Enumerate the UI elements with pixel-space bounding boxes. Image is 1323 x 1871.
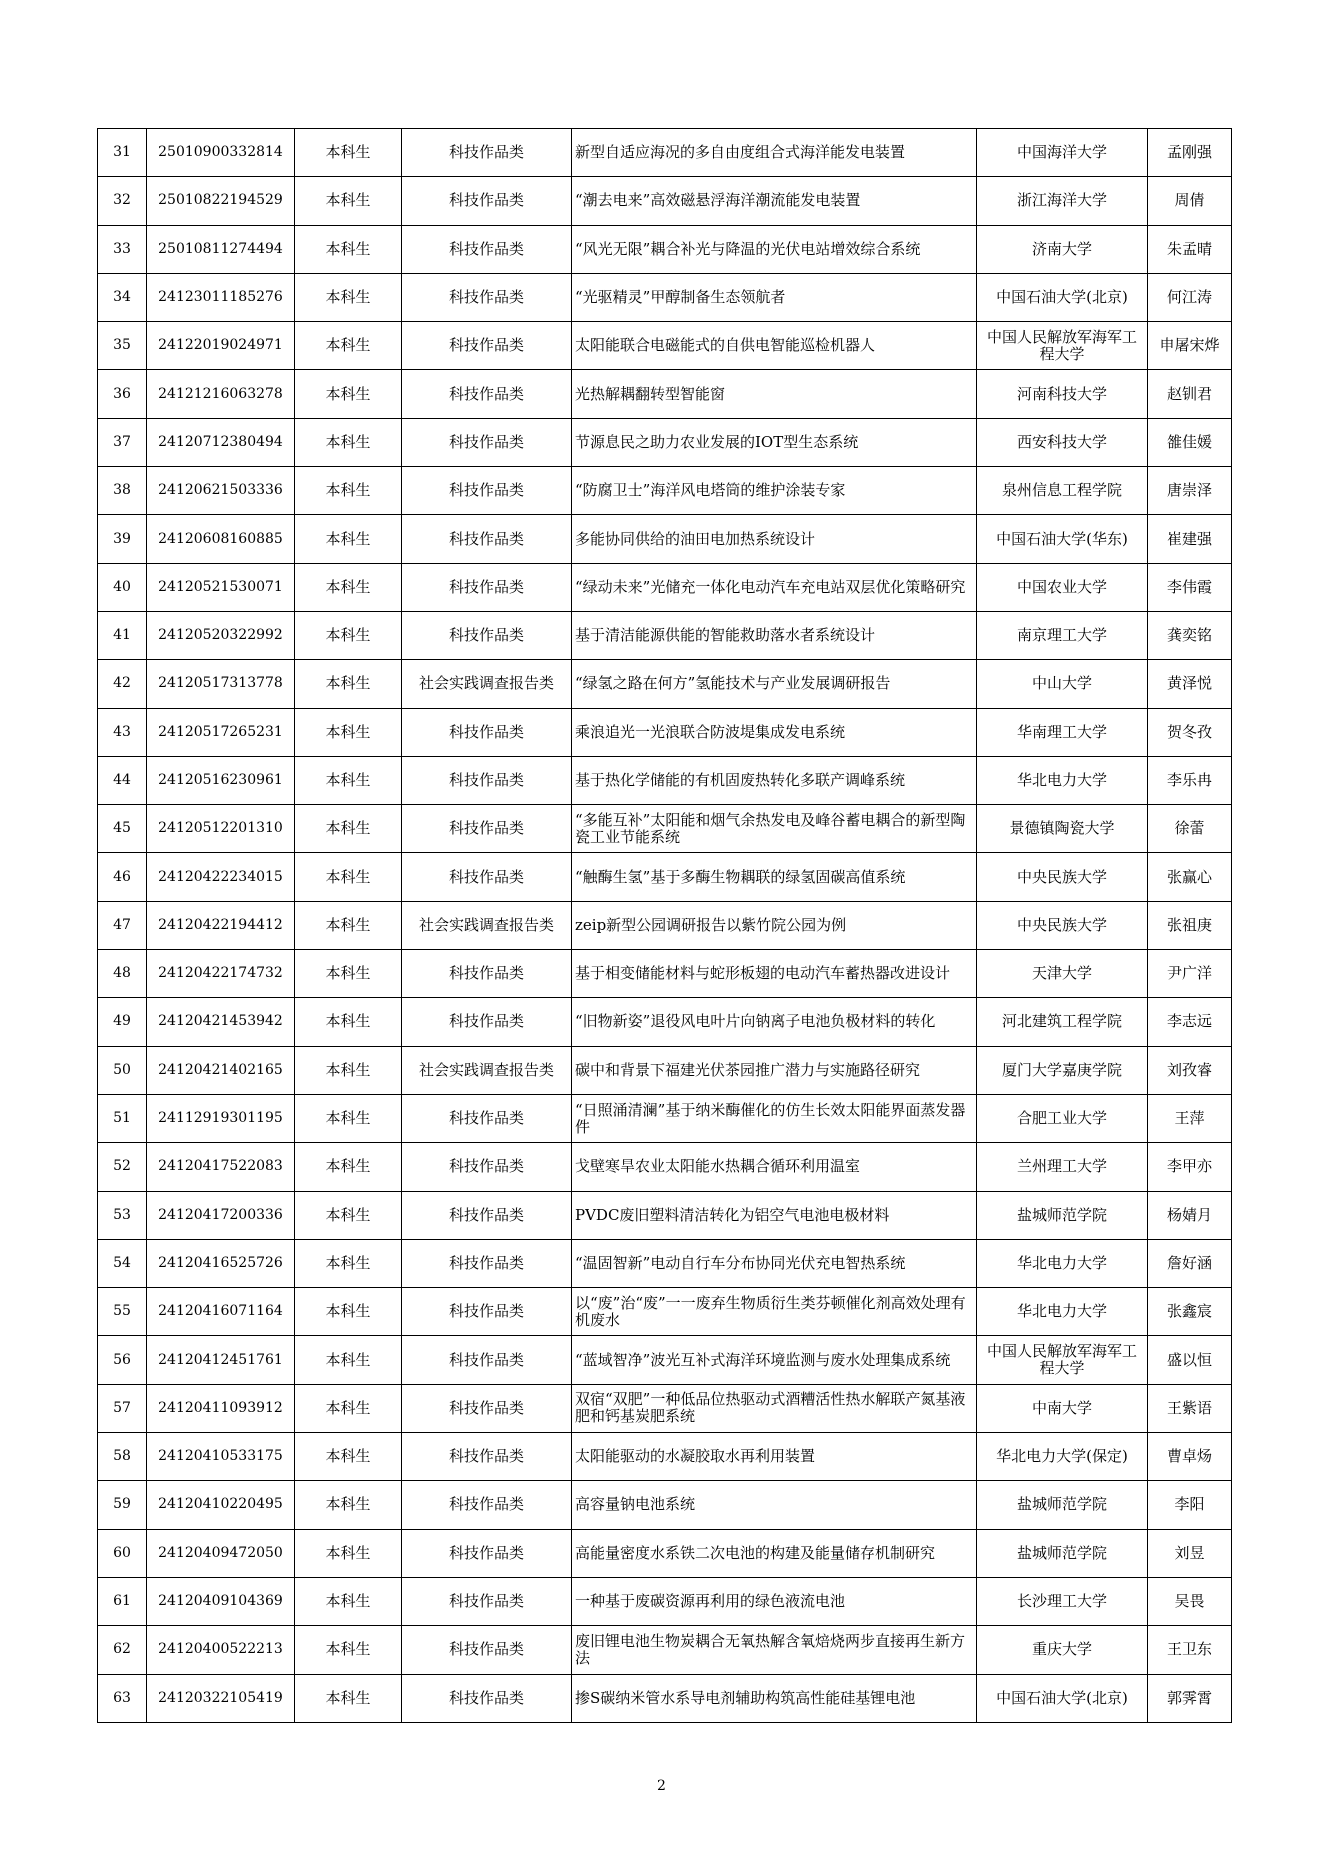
cell-name: 张鑫宸	[1148, 1288, 1232, 1336]
cell-level: 本科生	[295, 1529, 402, 1577]
table-row	[98, 1191, 1232, 1239]
cell-no: 39	[98, 515, 147, 563]
cell-code: 24120421453942	[147, 998, 295, 1046]
cell-code: 24120410533175	[147, 1433, 295, 1481]
cell-name: 郭霁霄	[1148, 1674, 1232, 1722]
cell-category: 科技作品类	[402, 225, 572, 273]
cell-code: 24120417522083	[147, 1143, 295, 1191]
cell-category: 社会实践调查报告类	[402, 901, 572, 949]
cell-title: “蓝域智净”波光互补式海洋环境监测与废水处理集成系统	[572, 1336, 977, 1384]
cell-code: 24120410220495	[147, 1481, 295, 1529]
cell-level: 本科生	[295, 950, 402, 998]
cell-title: 基于相变储能材料与蛇形板翅的电动汽车蓄热器改进设计	[572, 950, 977, 998]
cell-name: 杨婧月	[1148, 1191, 1232, 1239]
cell-school: 泉州信息工程学院	[977, 467, 1148, 515]
cell-level: 本科生	[295, 515, 402, 563]
cell-category: 科技作品类	[402, 1626, 572, 1674]
table-row	[98, 853, 1232, 901]
cell-level: 本科生	[295, 756, 402, 804]
cell-school: 南京理工大学	[977, 611, 1148, 659]
table-row	[98, 515, 1232, 563]
table-row	[98, 1674, 1232, 1722]
cell-title: 以“废”治“废”一一废弃生物质衍生类芬顿催化剂高效处理有机废水	[572, 1288, 977, 1336]
cell-school: 华北电力大学(保定)	[977, 1433, 1148, 1481]
table-row	[98, 805, 1232, 853]
cell-code: 24120608160885	[147, 515, 295, 563]
cell-no: 45	[98, 805, 147, 853]
cell-school: 厦门大学嘉庚学院	[977, 1046, 1148, 1094]
cell-category: 科技作品类	[402, 370, 572, 418]
table-row	[98, 1288, 1232, 1336]
cell-title: PVDC废旧塑料清洁转化为铝空气电池电极材料	[572, 1191, 977, 1239]
cell-category: 科技作品类	[402, 1143, 572, 1191]
cell-category: 科技作品类	[402, 467, 572, 515]
cell-school: 合肥工业大学	[977, 1094, 1148, 1142]
cell-code: 24120322105419	[147, 1674, 295, 1722]
cell-no: 60	[98, 1529, 147, 1577]
cell-name: 黄泽悦	[1148, 660, 1232, 708]
cell-no: 63	[98, 1674, 147, 1722]
cell-level: 本科生	[295, 1384, 402, 1432]
cell-title: “绿氢之路在何方”氢能技术与产业发展调研报告	[572, 660, 977, 708]
cell-title: 节源息民之助力农业发展的IOT型生态系统	[572, 418, 977, 466]
cell-name: 朱孟晴	[1148, 225, 1232, 273]
cell-no: 42	[98, 660, 147, 708]
cell-title: “多能互补”太阳能和烟气余热发电及峰谷蓄电耦合的新型陶瓷工业节能系统	[572, 805, 977, 853]
cell-school: 重庆大学	[977, 1626, 1148, 1674]
table-row	[98, 1143, 1232, 1191]
cell-category: 科技作品类	[402, 1239, 572, 1287]
cell-category: 科技作品类	[402, 1336, 572, 1384]
cell-code: 24120416525726	[147, 1239, 295, 1287]
cell-title: 基于清洁能源供能的智能救助落水者系统设计	[572, 611, 977, 659]
cell-level: 本科生	[295, 611, 402, 659]
cell-name: 刘孜睿	[1148, 1046, 1232, 1094]
cell-no: 54	[98, 1239, 147, 1287]
cell-name: 唐崇泽	[1148, 467, 1232, 515]
cell-code: 25010822194529	[147, 177, 295, 225]
cell-level: 本科生	[295, 805, 402, 853]
cell-title: 一种基于废碳资源再利用的绿色液流电池	[572, 1577, 977, 1625]
cell-category: 科技作品类	[402, 177, 572, 225]
cell-category: 科技作品类	[402, 273, 572, 321]
cell-code: 24122019024971	[147, 322, 295, 370]
cell-school: 中国石油大学(北京)	[977, 1674, 1148, 1722]
cell-name: 王卫东	[1148, 1626, 1232, 1674]
cell-code: 24120520322992	[147, 611, 295, 659]
cell-no: 36	[98, 370, 147, 418]
cell-school: 盐城师范学院	[977, 1529, 1148, 1577]
cell-code: 25010811274494	[147, 225, 295, 273]
cell-category: 科技作品类	[402, 853, 572, 901]
cell-name: 何江涛	[1148, 273, 1232, 321]
table-row	[98, 1384, 1232, 1432]
cell-title: 戈壁寒旱农业太阳能水热耦合循环利用温室	[572, 1143, 977, 1191]
cell-code: 24120422234015	[147, 853, 295, 901]
cell-name: 王紫语	[1148, 1384, 1232, 1432]
cell-name: 吴畏	[1148, 1577, 1232, 1625]
cell-school: 盐城师范学院	[977, 1191, 1148, 1239]
cell-level: 本科生	[295, 1481, 402, 1529]
cell-code: 24120416071164	[147, 1288, 295, 1336]
cell-school: 中国石油大学(北京)	[977, 273, 1148, 321]
cell-school: 中国农业大学	[977, 563, 1148, 611]
cell-code: 24120421402165	[147, 1046, 295, 1094]
cell-code: 24120517313778	[147, 660, 295, 708]
table-row	[98, 950, 1232, 998]
cell-no: 32	[98, 177, 147, 225]
cell-name: 周倩	[1148, 177, 1232, 225]
cell-level: 本科生	[295, 273, 402, 321]
cell-code: 25010900332814	[147, 129, 295, 177]
cell-level: 本科生	[295, 1336, 402, 1384]
page-number: 2	[657, 1778, 666, 1794]
cell-level: 本科生	[295, 1674, 402, 1722]
cell-name: 申屠宋烨	[1148, 322, 1232, 370]
cell-no: 57	[98, 1384, 147, 1432]
cell-category: 科技作品类	[402, 1577, 572, 1625]
cell-category: 科技作品类	[402, 418, 572, 466]
cell-level: 本科生	[295, 1288, 402, 1336]
cell-school: 中国石油大学(华东)	[977, 515, 1148, 563]
cell-code: 24120621503336	[147, 467, 295, 515]
cell-category: 科技作品类	[402, 1529, 572, 1577]
cell-title: 高能量密度水系铁二次电池的构建及能量储存机制研究	[572, 1529, 977, 1577]
cell-level: 本科生	[295, 1626, 402, 1674]
cell-no: 35	[98, 322, 147, 370]
cell-title: 新型自适应海况的多自由度组合式海洋能发电装置	[572, 129, 977, 177]
cell-title: 废旧锂电池生物炭耦合无氧热解含氧焙烧两步直接再生新方法	[572, 1626, 977, 1674]
cell-school: 中南大学	[977, 1384, 1148, 1432]
cell-no: 61	[98, 1577, 147, 1625]
cell-name: 盛以恒	[1148, 1336, 1232, 1384]
cell-no: 59	[98, 1481, 147, 1529]
cell-no: 58	[98, 1433, 147, 1481]
cell-no: 55	[98, 1288, 147, 1336]
table-row	[98, 1046, 1232, 1094]
cell-category: 科技作品类	[402, 1094, 572, 1142]
table-row	[98, 467, 1232, 515]
cell-code: 24120412451761	[147, 1336, 295, 1384]
cell-level: 本科生	[295, 1094, 402, 1142]
cell-school: 中国人民解放军海军工程大学	[977, 1336, 1148, 1384]
award-list-table	[97, 128, 1232, 1723]
cell-title: “绿动未来”光储充一体化电动汽车充电站双层优化策略研究	[572, 563, 977, 611]
cell-code: 24120409104369	[147, 1577, 295, 1625]
cell-category: 科技作品类	[402, 129, 572, 177]
table-row	[98, 756, 1232, 804]
cell-no: 33	[98, 225, 147, 273]
cell-category: 科技作品类	[402, 805, 572, 853]
cell-school: 盐城师范学院	[977, 1481, 1148, 1529]
table-row	[98, 1433, 1232, 1481]
cell-level: 本科生	[295, 563, 402, 611]
cell-code: 24112919301195	[147, 1094, 295, 1142]
cell-code: 24120409472050	[147, 1529, 295, 1577]
cell-name: 王萍	[1148, 1094, 1232, 1142]
cell-level: 本科生	[295, 1143, 402, 1191]
cell-no: 43	[98, 708, 147, 756]
cell-name: 贺冬孜	[1148, 708, 1232, 756]
cell-level: 本科生	[295, 1239, 402, 1287]
cell-level: 本科生	[295, 322, 402, 370]
cell-school: 中央民族大学	[977, 853, 1148, 901]
table-row	[98, 273, 1232, 321]
cell-code: 24120400522213	[147, 1626, 295, 1674]
cell-level: 本科生	[295, 1191, 402, 1239]
table-row	[98, 370, 1232, 418]
cell-name: 刘昱	[1148, 1529, 1232, 1577]
table-row	[98, 660, 1232, 708]
cell-code: 24120712380494	[147, 418, 295, 466]
table-row	[98, 1626, 1232, 1674]
cell-no: 47	[98, 901, 147, 949]
table-row	[98, 225, 1232, 273]
table-row	[98, 1239, 1232, 1287]
cell-no: 51	[98, 1094, 147, 1142]
table-row	[98, 1529, 1232, 1577]
table-row	[98, 177, 1232, 225]
cell-category: 科技作品类	[402, 950, 572, 998]
cell-no: 34	[98, 273, 147, 321]
cell-category: 科技作品类	[402, 1288, 572, 1336]
cell-no: 37	[98, 418, 147, 466]
cell-title: 掺S碳纳米管水系导电剂辅助构筑高性能硅基锂电池	[572, 1674, 977, 1722]
cell-no: 46	[98, 853, 147, 901]
cell-name: 赵钏君	[1148, 370, 1232, 418]
cell-title: 光热解耦翻转型智能窗	[572, 370, 977, 418]
cell-category: 科技作品类	[402, 1481, 572, 1529]
cell-code: 24120422194412	[147, 901, 295, 949]
cell-no: 31	[98, 129, 147, 177]
cell-level: 本科生	[295, 370, 402, 418]
cell-no: 50	[98, 1046, 147, 1094]
cell-school: 景德镇陶瓷大学	[977, 805, 1148, 853]
cell-code: 24120521530071	[147, 563, 295, 611]
cell-category: 科技作品类	[402, 1433, 572, 1481]
table-row	[98, 418, 1232, 466]
cell-name: 李志远	[1148, 998, 1232, 1046]
cell-no: 56	[98, 1336, 147, 1384]
table-row	[98, 322, 1232, 370]
table-body	[98, 129, 1232, 1723]
cell-level: 本科生	[295, 177, 402, 225]
cell-no: 48	[98, 950, 147, 998]
cell-category: 科技作品类	[402, 998, 572, 1046]
table-row	[98, 901, 1232, 949]
cell-title: “旧物新姿”退役风电叶片向钠离子电池负极材料的转化	[572, 998, 977, 1046]
cell-level: 本科生	[295, 853, 402, 901]
cell-level: 本科生	[295, 901, 402, 949]
cell-title: 太阳能驱动的水凝胶取水再利用装置	[572, 1433, 977, 1481]
cell-title: “风光无限”耦合补光与降温的光伏电站增效综合系统	[572, 225, 977, 273]
cell-school: 长沙理工大学	[977, 1577, 1148, 1625]
cell-title: “防腐卫士”海洋风电塔筒的维护涂装专家	[572, 467, 977, 515]
cell-category: 科技作品类	[402, 515, 572, 563]
cell-code: 24120417200336	[147, 1191, 295, 1239]
table-row	[98, 1577, 1232, 1625]
cell-code: 24120422174732	[147, 950, 295, 998]
table-row	[98, 129, 1232, 177]
cell-level: 本科生	[295, 660, 402, 708]
cell-no: 44	[98, 756, 147, 804]
cell-school: 浙江海洋大学	[977, 177, 1148, 225]
cell-level: 本科生	[295, 418, 402, 466]
cell-title: 太阳能联合电磁能式的自供电智能巡检机器人	[572, 322, 977, 370]
table-row	[98, 708, 1232, 756]
cell-school: 华南理工大学	[977, 708, 1148, 756]
table-row	[98, 611, 1232, 659]
cell-name: 徐蕾	[1148, 805, 1232, 853]
cell-school: 中国人民解放军海军工程大学	[977, 322, 1148, 370]
cell-school: 华北电力大学	[977, 756, 1148, 804]
cell-level: 本科生	[295, 708, 402, 756]
cell-level: 本科生	[295, 998, 402, 1046]
table-row	[98, 998, 1232, 1046]
cell-code: 24120411093912	[147, 1384, 295, 1432]
cell-name: 李甲亦	[1148, 1143, 1232, 1191]
cell-title: “触酶生氢”基于多酶生物耦联的绿氢固碳高值系统	[572, 853, 977, 901]
cell-code: 24120516230961	[147, 756, 295, 804]
cell-code: 24120512201310	[147, 805, 295, 853]
cell-code: 24120517265231	[147, 708, 295, 756]
cell-name: 孟刚强	[1148, 129, 1232, 177]
cell-category: 科技作品类	[402, 1384, 572, 1432]
table-row	[98, 1336, 1232, 1384]
cell-category: 社会实践调查报告类	[402, 660, 572, 708]
cell-category: 社会实践调查报告类	[402, 1046, 572, 1094]
cell-title: 多能协同供给的油田电加热系统设计	[572, 515, 977, 563]
cell-name: 李伟霞	[1148, 563, 1232, 611]
cell-school: 中山大学	[977, 660, 1148, 708]
cell-name: 张赢心	[1148, 853, 1232, 901]
cell-school: 华北电力大学	[977, 1239, 1148, 1287]
cell-level: 本科生	[295, 1577, 402, 1625]
cell-title: 高容量钠电池系统	[572, 1481, 977, 1529]
cell-no: 62	[98, 1626, 147, 1674]
cell-name: 尹广洋	[1148, 950, 1232, 998]
cell-no: 49	[98, 998, 147, 1046]
cell-title: “日照涌清澜”基于纳米酶催化的仿生长效太阳能界面蒸发器件	[572, 1094, 977, 1142]
cell-category: 科技作品类	[402, 563, 572, 611]
cell-category: 科技作品类	[402, 611, 572, 659]
cell-name: 龚奕铭	[1148, 611, 1232, 659]
cell-title: “潮去电来”高效磁悬浮海洋潮流能发电装置	[572, 177, 977, 225]
cell-category: 科技作品类	[402, 322, 572, 370]
cell-school: 河南科技大学	[977, 370, 1148, 418]
cell-name: 李乐冉	[1148, 756, 1232, 804]
cell-category: 科技作品类	[402, 1191, 572, 1239]
cell-title: 乘浪追光一光浪联合防波堤集成发电系统	[572, 708, 977, 756]
table-row	[98, 1094, 1232, 1142]
cell-title: “温固智新”电动自行车分布协同光伏充电智热系统	[572, 1239, 977, 1287]
cell-code: 24121216063278	[147, 370, 295, 418]
cell-title: zeip新型公园调研报告以紫竹院公园为例	[572, 901, 977, 949]
cell-name: 詹好涵	[1148, 1239, 1232, 1287]
cell-school: 中央民族大学	[977, 901, 1148, 949]
cell-title: 碳中和背景下福建光伏茶园推广潜力与实施路径研究	[572, 1046, 977, 1094]
cell-category: 科技作品类	[402, 1674, 572, 1722]
cell-school: 兰州理工大学	[977, 1143, 1148, 1191]
table-row	[98, 1481, 1232, 1529]
cell-school: 中国海洋大学	[977, 129, 1148, 177]
table-row	[98, 563, 1232, 611]
cell-name: 张祖庚	[1148, 901, 1232, 949]
cell-name: 李阳	[1148, 1481, 1232, 1529]
cell-school: 河北建筑工程学院	[977, 998, 1148, 1046]
cell-no: 40	[98, 563, 147, 611]
cell-school: 天津大学	[977, 950, 1148, 998]
cell-name: 雒佳媛	[1148, 418, 1232, 466]
cell-no: 53	[98, 1191, 147, 1239]
cell-code: 24123011185276	[147, 273, 295, 321]
cell-no: 52	[98, 1143, 147, 1191]
cell-level: 本科生	[295, 467, 402, 515]
cell-level: 本科生	[295, 129, 402, 177]
cell-school: 华北电力大学	[977, 1288, 1148, 1336]
cell-category: 科技作品类	[402, 756, 572, 804]
cell-title: 双宿“双肥”一种低品位热驱动式酒糟活性热水解联产氮基液肥和钙基炭肥系统	[572, 1384, 977, 1432]
cell-no: 38	[98, 467, 147, 515]
cell-title: 基于热化学储能的有机固废热转化多联产调峰系统	[572, 756, 977, 804]
cell-school: 西安科技大学	[977, 418, 1148, 466]
cell-name: 曹卓炀	[1148, 1433, 1232, 1481]
cell-school: 济南大学	[977, 225, 1148, 273]
cell-category: 科技作品类	[402, 708, 572, 756]
cell-title: “光驱精灵”甲醇制备生态领航者	[572, 273, 977, 321]
cell-level: 本科生	[295, 1046, 402, 1094]
cell-no: 41	[98, 611, 147, 659]
cell-level: 本科生	[295, 225, 402, 273]
cell-name: 崔建强	[1148, 515, 1232, 563]
cell-level: 本科生	[295, 1433, 402, 1481]
